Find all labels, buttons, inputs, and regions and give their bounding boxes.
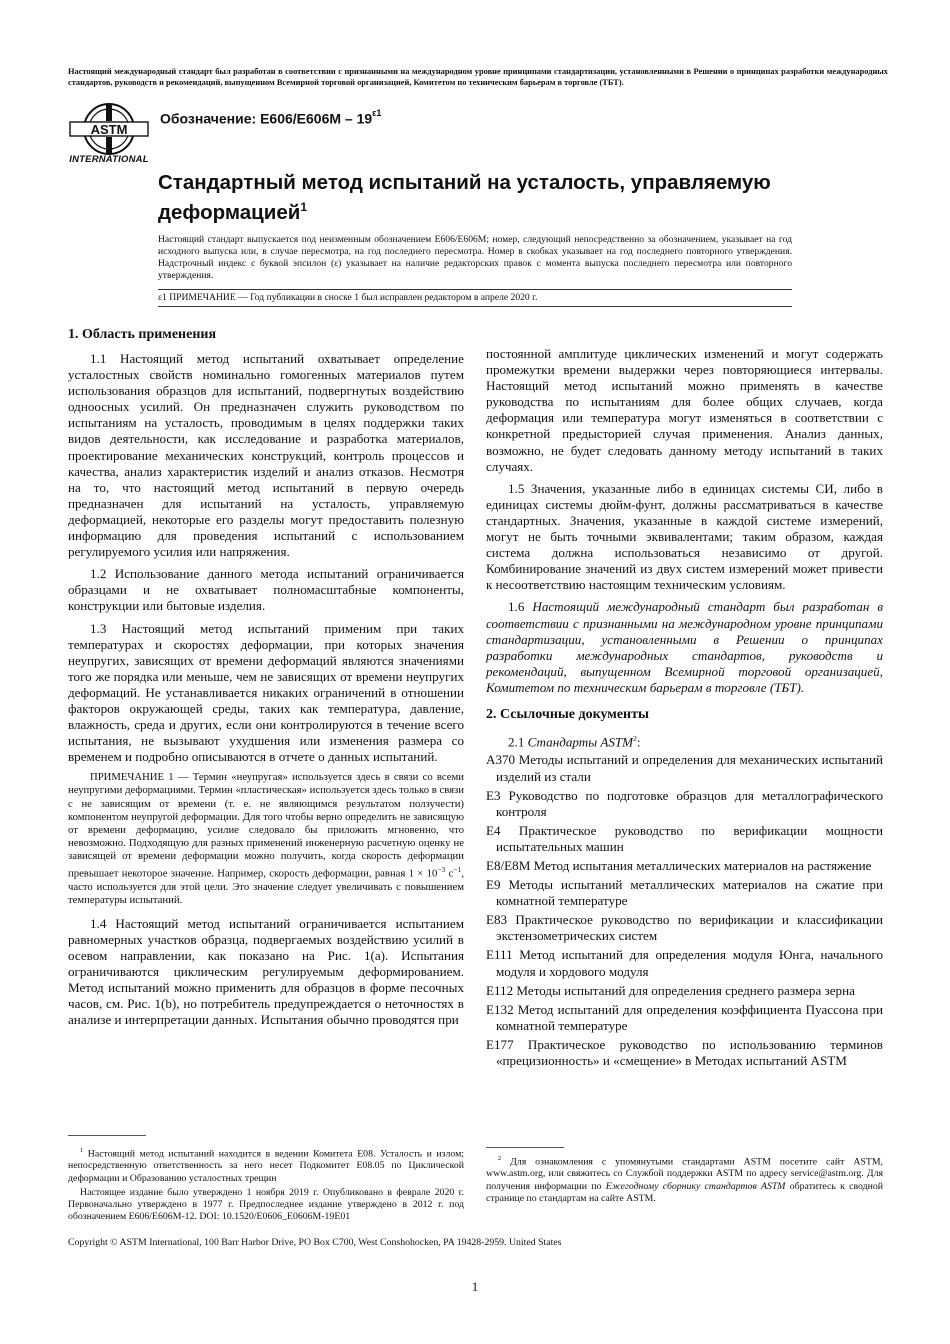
para-1-1: 1.1 Настоящий метод испытаний охватывает определение усталостных свойств номинально гомогенных материалов путем использования образцов для испытаний, подвергнутых воздействию одноосных усилий. Он предназначен служить руководством по испытаниям на усталость, проводимым в целях поддержки таких видов деятельности, как исследование и разработка материалов, проектирование механических конструкций, контроль процессов и качества, анализ характеристик изделий и анализ отказов. Несмотря на то, что настоящий метод испытаний в первую очередь предназначен для испытаний на усталость, управляемую деформацией, некоторые его разделы могут предоставить полезную информацию для проведения испытаний с использованием регулируемого усилия или напряжения. (68, 351, 464, 560)
note-1-sup: −1 (453, 865, 462, 874)
ref-item: E132 Метод испытаний для определения коэффициента Пуассона при комнатной температуре (486, 1001, 883, 1033)
para-2-1-text: Стандарты ASTM (527, 734, 634, 750)
ref-item: E3 Руководство по подготовке образцов для металлографического контроля (486, 787, 883, 819)
divider (158, 306, 792, 307)
right-column (486, 346, 883, 1072)
page-title (158, 170, 798, 225)
note-1-text: с (445, 867, 454, 880)
ref-item: E111 Метод испытаний для определения модуля Юнга, начального модуля и хордового модуля (486, 947, 883, 979)
designation-label: Обозначение: E606/E606M – 19 (160, 110, 373, 127)
para-1-5: 1.5 Значения, указанные либо в единицах системы СИ, либо в единицах системы дюйм-фунт, должны рассматриваться в качестве стандартных. Значения, указанные в каждой системе измерений, могут не быть точными эквивалентами; таким образом, каждая система должна использоваться независимо от другой. Комбинирование значений из двух систем измерений может привести к несоответствию настоящим техническим условиям. (486, 480, 883, 593)
note-1-text: , часто используется для этой цели. Это значение следует увеличивать с повышением температуры испытаний. (68, 867, 464, 906)
ref-item: E112 Методы испытаний для определения среднего размера зерна (486, 982, 855, 998)
ref-item: E8/E8M Метод испытания металлических материалов на растяжение (486, 857, 872, 873)
designation (160, 110, 381, 127)
para-1-2: 1.2 Использование данного метода испытаний ограничивается образцами и не охватывает полномасштабные компоненты, конструкции или бытовые изделия. (68, 566, 464, 614)
footnote-1 (68, 1145, 464, 1225)
footnote-1-sup: 1 (80, 1147, 84, 1154)
copyright: Copyright © ASTM International, 100 Barr Harbor Drive, PO Box C700, West Conshohocken, PA 19428-2959. United States (68, 1237, 562, 1248)
left-column (68, 326, 464, 1035)
para-1-6-num: 1.6 (508, 599, 533, 615)
para-1-3: 1.3 Настоящий метод испытаний применим при таких температурах и скоростях деформации, при которых значения неупругих, зависящих от времени деформаций являются значениями того же порядка или меньше, чем не зависящих от времени неупругих деформаций. Не устанавливается никаких ограничений в отношении факторов окружающей среды, таких как температура, давление, влажность, среда и других, если они контролируются в течение всего испытания, не вызывают ухудшения или изменения размера со временем и подробно описываются в отчете о данных испытаний. (68, 620, 464, 765)
designation-sup: ε1 (372, 108, 382, 118)
title-sup: 1 (300, 200, 308, 214)
ref-item: E177 Практическое руководство по использованию терминов «прецизионность» и «смещение» в Методах испытаний ASTM (486, 1036, 883, 1069)
note-1-text: ПРИМЕЧАНИЕ 1 — Термин «неупругая» используется здесь в связи со всеми неупругими деформациями. Термин «пластическая» используется здесь только в связи с не зависящим от времени (т. е. не являющимся результатом ползучести) компонентом неупругой деформации. Для того чтобы верно определить не зависящую от времени деформацию, усилие следовало бы приложить мгновенно, что невозможно. Подходящую для разных применений инженерную расчетную оценку не зависящей от времени деформации можно получить, когда скорость деформации превышает некоторое значение. Например, скорость деформации, равная 1 × 10 (68, 771, 464, 880)
logo-letters: ASTM (90, 122, 128, 137)
top-notice: Настоящий международный стандарт был разработан в соответствии с признанными на международном уровне принципами стандартизации, установленными в Решении о принципах разработки международных стандартов, руководств и рекомендаций, выпущенном Всемирной торговой организацией, Комитетом по техническим барьерам в торговле (ТБТ). (68, 67, 888, 87)
footnote-1-edition: Настоящее издание было утверждено 1 ноября 2019 г. Опубликовано в феврале 2020 г. Первоначально утверждено в 1977 г. Предпоследнее издание утверждено в 2012 г. под обозначением E606/E606M-12. DOI: 10.1520/E0606_E0606M-19E01 (68, 1186, 464, 1223)
para-2-1-tail: : (636, 734, 641, 750)
epsilon-note: ε1 ПРИМЕЧАНИЕ — Год публикации в сноске 1 был исправлен редактором в апреле 2020 г. (158, 292, 538, 303)
para-2-1-num: 2.1 (508, 734, 528, 750)
section-2-title: 2. Ссылочные документы (486, 706, 649, 722)
para-2-1 (486, 731, 883, 750)
para-1-4: 1.4 Настоящий метод испытаний ограничивается испытанием равномерных участков образца, подвергаемых воздействию усилий в осевом направлении, как показано на Рис. 1(a). Испытания ограничиваются циклическим регулируемым деформированием. Метод испытаний можно применить для образцов в форме песочных часов, см. Рис. 1(b), но потребитель предупреждается о неточностях в анализе и интерпретации данных. Испытания обычно проводятся при (68, 915, 464, 1028)
astm-emblem-icon (66, 102, 152, 156)
para-1-6-text: Настоящий международный стандарт был разработан в соответствии с признанными на международном уровне принципами стандартизации, установленными в Решении о принципах разработки международных стандартов, руководств и рекомендаций, выпущенном Всемирной торговой организацией, Комитетом по техническим барьерам в торговле (ТБТ). (486, 599, 884, 695)
note-1 (68, 771, 464, 907)
astm-logo (66, 102, 152, 168)
ref-item: A370 Методы испытаний и определения для механических испытаний изделий из стали (486, 752, 883, 784)
section-1-title: 1. Область применения (68, 327, 217, 342)
footnote-rule (68, 1135, 146, 1136)
footnote-rule (486, 1147, 564, 1148)
ref-item: E83 Практическое руководство по верификации и классификации экстензометрических систем (486, 912, 883, 944)
footnote-2 (486, 1153, 883, 1207)
divider (158, 289, 792, 290)
intro-text: Настоящий стандарт выпускается под неизменным обозначением E606/E606M; номер, следующий непосредственно за обозначением, указывает на год исходного выпуска или, в случае пересмотра, на год последнего пересмотра. Номер в скобках указывает на год последнего повторного утверждения. Надстрочный индекс с буквой эпсилон (ε) указывает на наличие редакторских правок с момента выпуска последнего пересмотра или повторного утверждения. (158, 234, 792, 281)
ref-item: E4 Практическое руководство по верификации мощности испытательных машин (486, 822, 883, 854)
para-1-4-cont: постоянной амплитуде циклических изменений и могут содержать промежутки времени выдержки через повторяющиеся интервалы. Настоящий метод испытаний можно применять в качестве руководства по испытаниям для более общих случаев, когда деформация или температура могут изменяться в соответствии с конкретной предысторией случая применения. Анализ данных, возможно, не будет следовать данному методу испытаний в таких случаях. (486, 346, 883, 474)
page-number: 1 (471, 1279, 479, 1294)
title-text: Стандартный метод испытаний на усталость, управляемую деформацией (158, 171, 771, 224)
para-2-1-sup: 2 (633, 733, 637, 743)
footnote-2-sup: 2 (498, 1155, 502, 1162)
para-1-6 (486, 599, 883, 696)
footnote-2-text: обратитесь к сводной странице по стандартам на сайте ASTM. (486, 1180, 883, 1204)
footnote-2-text: Для ознакомления с упомянутыми стандартами ASTM посетите сайт ASTM, www.astm.org, или свяжитесь со Службой поддержки ASTM по адресу service@astm.org. Для получения информации по (486, 1156, 883, 1192)
note-1-sup: −3 (437, 865, 446, 874)
ref-item: E9 Методы испытаний металлических материалов на сжатие при комнатной температуре (486, 877, 883, 909)
logo-word: INTERNATIONAL (69, 154, 149, 165)
footnote-2-italic: Ежегодному сборнику стандартов ASTM (605, 1180, 786, 1192)
footnote-1-text: Настоящий метод испытаний находится в ведении Комитета E08. Усталость и излом; непосредственную ответственность за него несет Подкомитет E08.05 по Циклической деформации и Образованию усталостных трещин (68, 1148, 464, 1184)
